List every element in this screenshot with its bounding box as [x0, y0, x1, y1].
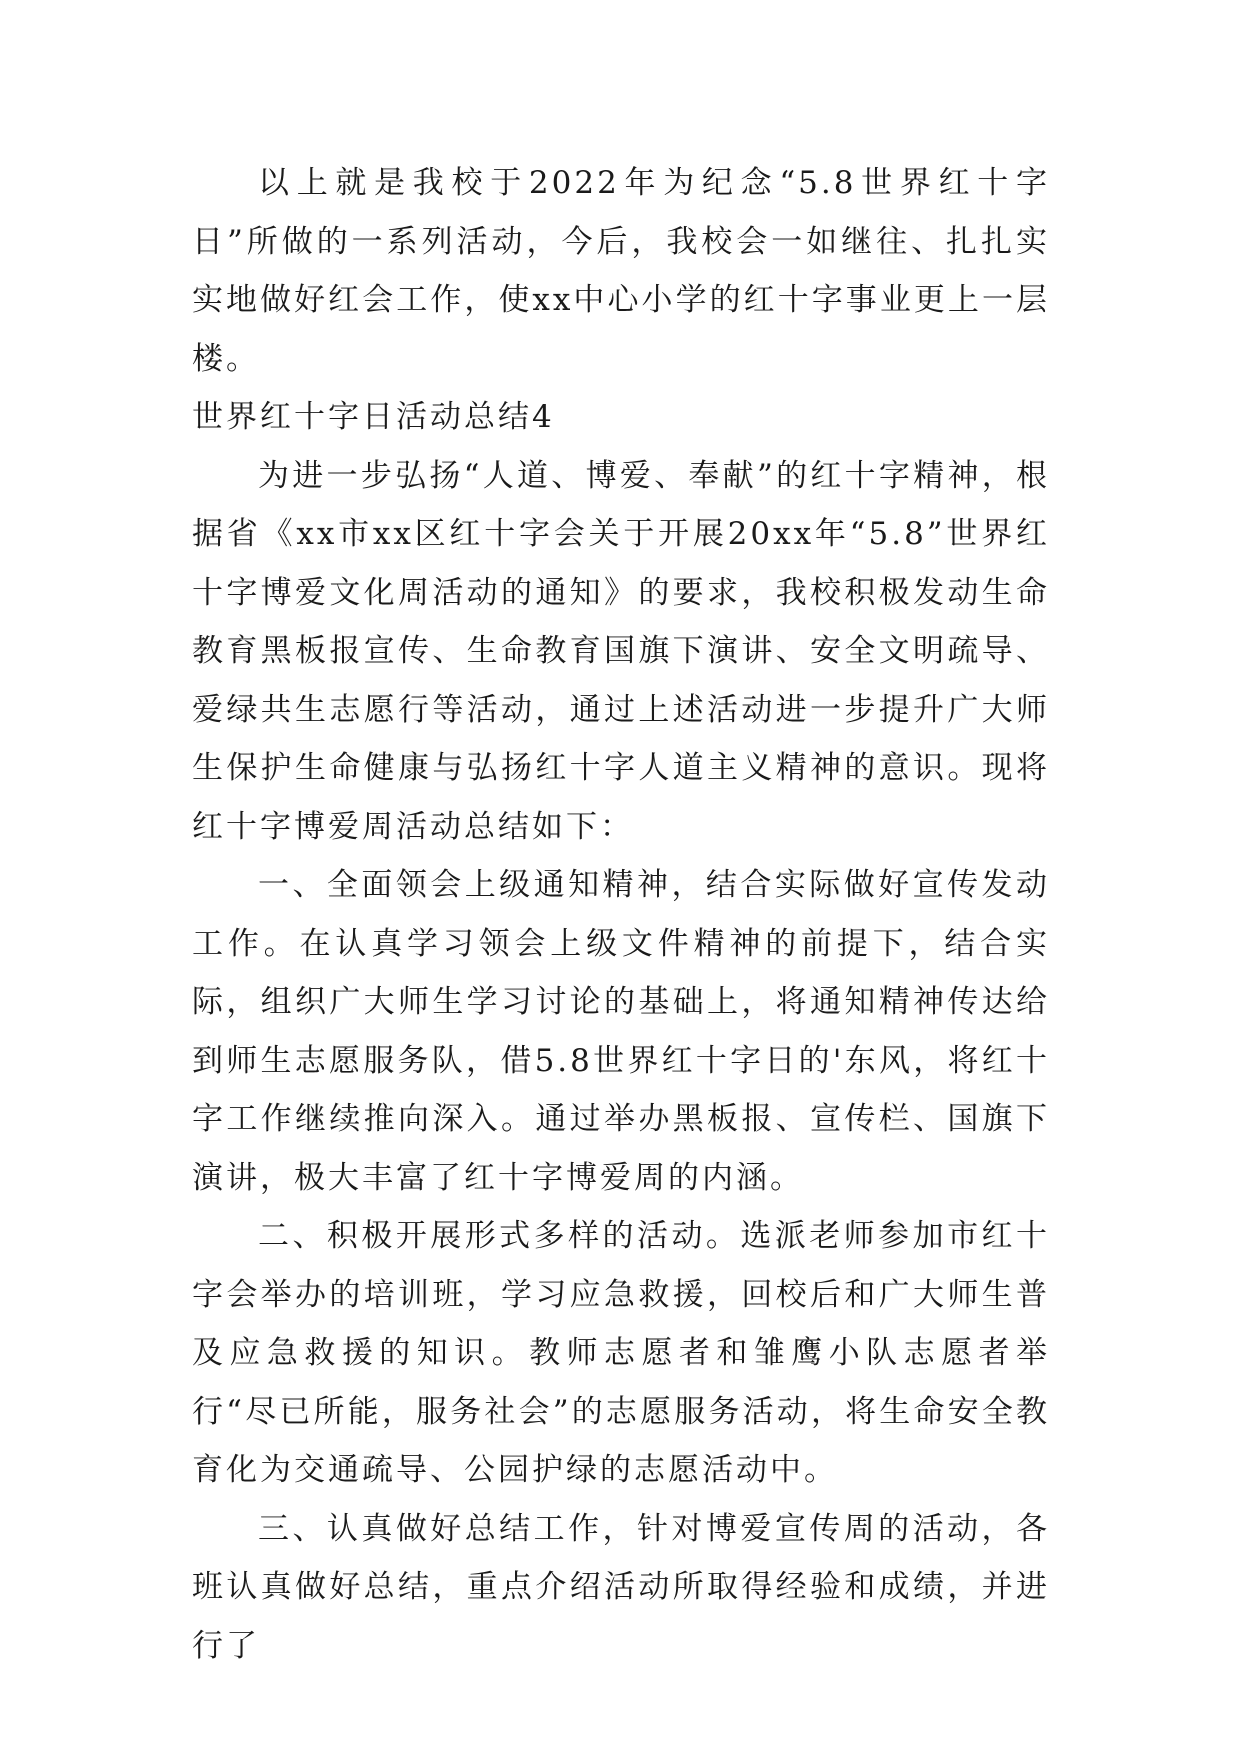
paragraph-intro: 为进一步弘扬“人道、博爱、奉献”的红十字精神，根据省《xx市xx区红十字会关于开展20xx年“5.8”世界红十字博爱文化周活动的通知》的要求，我校积极发动生命教育黑板报宣传、生命教育国旗下演讲、安全文明疏导、爱绿共生志愿行等活动，通过上述活动进一步提升广大师生保护生命健康与弘扬红十字人道主义精神的意识。现将红十字博爱周活动总结如下： [192, 457, 1050, 845]
paragraph-point-three: 三、认真做好总结工作，针对博爱宣传周的活动，各班认真做好总结，重点介绍活动所取得经验和成绩，并进行了 [192, 1510, 1050, 1664]
section-heading: 世界红十字日活动总结4 [192, 399, 555, 435]
document-body [192, 154, 1050, 1675]
paragraph-conclusion: 以上就是我校于2022年为纪念“5.8世界红十字日”所做的一系列活动，今后，我校会一如继往、扎扎实实地做好红会工作，使xx中心小学的红十字事业更上一层楼。 [192, 165, 1050, 377]
paragraph-point-one: 一、全面领会上级通知精神，结合实际做好宣传发动工作。在认真学习领会上级文件精神的前提下，结合实际，组织广大师生学习讨论的基础上，将通知精神传达给到师生志愿服务队，借5.8世界红十字日的'东风，将红十字工作继续推向深入。通过举办黑板报、宣传栏、国旗下演讲，极大丰富了红十字博爱周的内涵。 [192, 867, 1050, 1196]
paragraph-point-two: 二、积极开展形式多样的活动。选派老师参加市红十字会举办的培训班，学习应急救援，回校后和广大师生普及应急救援的知识。教师志愿者和雏鹰小队志愿者举行“尽已所能，服务社会”的志愿服务活动，将生命安全教育化为交通疏导、公园护绿的志愿活动中。 [192, 1218, 1050, 1488]
